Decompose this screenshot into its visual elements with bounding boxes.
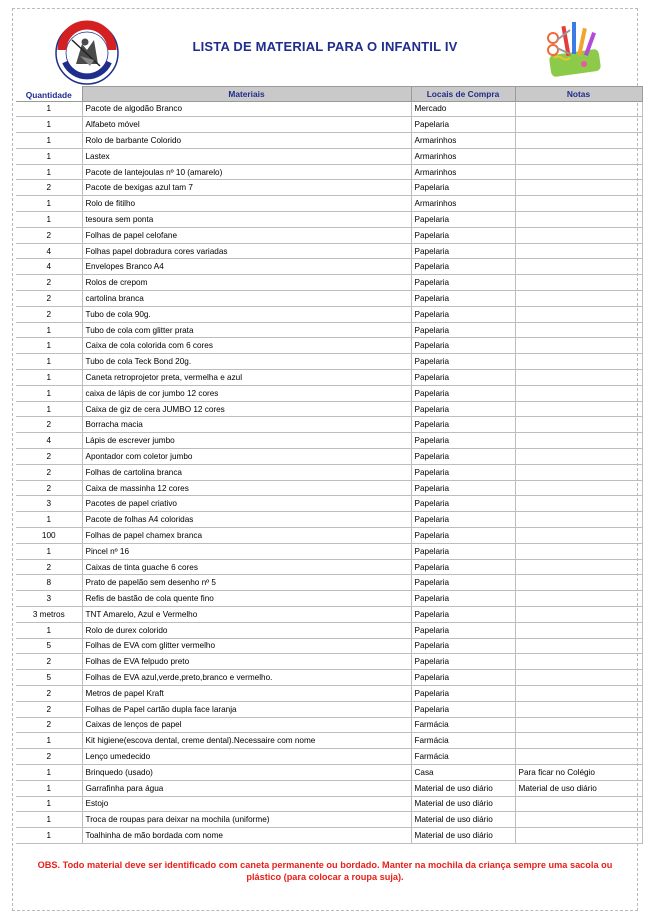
- notes-cell: [515, 449, 642, 465]
- quantity-cell: 5: [16, 670, 82, 686]
- quantity-cell: 1: [16, 512, 82, 528]
- quantity-cell: 3 metros: [16, 607, 82, 623]
- notes-cell: [515, 496, 642, 512]
- material-cell: Folhas de cartolina branca: [82, 464, 411, 480]
- quantity-cell: 2: [16, 417, 82, 433]
- table-row: [16, 322, 642, 338]
- quantity-cell: 1: [16, 338, 82, 354]
- material-cell: Folhas de papel celofane: [82, 227, 411, 243]
- table-row: [16, 354, 642, 370]
- quantity-cell: 2: [16, 685, 82, 701]
- notes-cell: [515, 417, 642, 433]
- purchase-place-cell: Papelaria: [411, 701, 515, 717]
- material-cell: Folhas de papel chamex branca: [82, 528, 411, 544]
- material-cell: Caneta retroprojetor preta, vermelha e azul: [82, 370, 411, 386]
- table-row: [16, 227, 642, 243]
- table-row: [16, 306, 642, 322]
- notes-cell: [515, 164, 642, 180]
- material-cell: Envelopes Branco A4: [82, 259, 411, 275]
- purchase-place-cell: Papelaria: [411, 575, 515, 591]
- purchase-place-cell: Papelaria: [411, 259, 515, 275]
- quantity-cell: 1: [16, 322, 82, 338]
- purchase-place-cell: Material de uso diário: [411, 812, 515, 828]
- quantity-cell: 1: [16, 828, 82, 844]
- notes-cell: [515, 638, 642, 654]
- quantity-cell: 1: [16, 401, 82, 417]
- quantity-cell: 4: [16, 433, 82, 449]
- purchase-place-cell: Papelaria: [411, 401, 515, 417]
- notes-cell: [515, 148, 642, 164]
- material-cell: Garrafinha para água: [82, 780, 411, 796]
- notes-cell: [515, 591, 642, 607]
- notes-cell: [515, 749, 642, 765]
- quantity-cell: 1: [16, 101, 82, 117]
- quantity-cell: 1: [16, 164, 82, 180]
- quantity-cell: 3: [16, 591, 82, 607]
- quantity-cell: 2: [16, 449, 82, 465]
- table-body: [16, 101, 642, 843]
- quantity-cell: 2: [16, 559, 82, 575]
- purchase-place-cell: Papelaria: [411, 338, 515, 354]
- purchase-place-cell: Papelaria: [411, 543, 515, 559]
- material-cell: Kit higiene(escova dental, creme dental).Necessaire com nome: [82, 733, 411, 749]
- material-cell: Pacote de lantejoulas nº 10 (amarelo): [82, 164, 411, 180]
- quantity-cell: 2: [16, 717, 82, 733]
- material-cell: Folhas de EVA azul,verde,preto,branco e vermelho.: [82, 670, 411, 686]
- quantity-cell: 1: [16, 117, 82, 133]
- notes-cell: [515, 196, 642, 212]
- purchase-place-cell: Papelaria: [411, 385, 515, 401]
- notes-cell: [515, 227, 642, 243]
- purchase-place-cell: Papelaria: [411, 496, 515, 512]
- table-row: [16, 575, 642, 591]
- notes-cell: [515, 512, 642, 528]
- table-row: [16, 117, 642, 133]
- table-row: [16, 212, 642, 228]
- notes-cell: [515, 622, 642, 638]
- notes-cell: [515, 338, 642, 354]
- table-row: [16, 812, 642, 828]
- material-cell: Tubo de cola Teck Bond 20g.: [82, 354, 411, 370]
- material-cell: Alfabeto móvel: [82, 117, 411, 133]
- table-row: [16, 101, 642, 117]
- purchase-place-cell: Farmácia: [411, 733, 515, 749]
- table-row: [16, 338, 642, 354]
- purchase-place-cell: Farmácia: [411, 717, 515, 733]
- column-header-locais: Locais de Compra: [411, 87, 515, 102]
- material-cell: Caixa de giz de cera JUMBO 12 cores: [82, 401, 411, 417]
- material-cell: Troca de roupas para deixar na mochila (uniforme): [82, 812, 411, 828]
- table-row: [16, 449, 642, 465]
- notes-cell: [515, 607, 642, 623]
- purchase-place-cell: Papelaria: [411, 654, 515, 670]
- quantity-cell: 2: [16, 654, 82, 670]
- material-cell: caixa de lápis de cor jumbo 12 cores: [82, 385, 411, 401]
- notes-cell: [515, 654, 642, 670]
- notes-cell: [515, 717, 642, 733]
- quantity-cell: 2: [16, 749, 82, 765]
- purchase-place-cell: Papelaria: [411, 417, 515, 433]
- table-row: [16, 685, 642, 701]
- notes-cell: [515, 385, 642, 401]
- quantity-cell: 1: [16, 385, 82, 401]
- material-cell: tesoura sem ponta: [82, 212, 411, 228]
- table-row: [16, 180, 642, 196]
- material-cell: Pacote de algodão Branco: [82, 101, 411, 117]
- table-row: [16, 133, 642, 149]
- notes-cell: [515, 306, 642, 322]
- quantity-cell: 2: [16, 306, 82, 322]
- purchase-place-cell: Papelaria: [411, 512, 515, 528]
- notes-cell: [515, 354, 642, 370]
- material-cell: Pacote de folhas A4 coloridas: [82, 512, 411, 528]
- material-cell: Lápis de escrever jumbo: [82, 433, 411, 449]
- table-row: [16, 638, 642, 654]
- purchase-place-cell: Papelaria: [411, 464, 515, 480]
- material-cell: Pacote de bexigas azul tam 7: [82, 180, 411, 196]
- material-cell: Caixas de tinta guache 6 cores: [82, 559, 411, 575]
- table-row: [16, 433, 642, 449]
- material-cell: Rolos de crepom: [82, 275, 411, 291]
- notes-cell: [515, 180, 642, 196]
- table-row: [16, 717, 642, 733]
- school-supplies-icon: [540, 18, 606, 78]
- notes-cell: [515, 701, 642, 717]
- table-row: [16, 148, 642, 164]
- notes-cell: [515, 828, 642, 844]
- quantity-cell: 8: [16, 575, 82, 591]
- material-cell: Caixa de cola colorida com 6 cores: [82, 338, 411, 354]
- notes-cell: [515, 812, 642, 828]
- purchase-place-cell: Papelaria: [411, 370, 515, 386]
- notes-cell: [515, 670, 642, 686]
- purchase-place-cell: Papelaria: [411, 559, 515, 575]
- table-row: [16, 480, 642, 496]
- purchase-place-cell: Papelaria: [411, 306, 515, 322]
- table-row: [16, 275, 642, 291]
- purchase-place-cell: Papelaria: [411, 275, 515, 291]
- table-row: [16, 764, 642, 780]
- purchase-place-cell: Material de uso diário: [411, 796, 515, 812]
- notes-cell: [515, 575, 642, 591]
- purchase-place-cell: Papelaria: [411, 243, 515, 259]
- purchase-place-cell: Papelaria: [411, 685, 515, 701]
- quantity-cell: 2: [16, 701, 82, 717]
- material-cell: Pincel nº 16: [82, 543, 411, 559]
- material-cell: Refis de bastão de cola quente fino: [82, 591, 411, 607]
- notes-cell: [515, 480, 642, 496]
- table-row: [16, 591, 642, 607]
- material-cell: Estojo: [82, 796, 411, 812]
- purchase-place-cell: Papelaria: [411, 528, 515, 544]
- table-row: [16, 259, 642, 275]
- purchase-place-cell: Papelaria: [411, 670, 515, 686]
- material-cell: Apontador com coletor jumbo: [82, 449, 411, 465]
- notes-cell: [515, 259, 642, 275]
- quantity-cell: 4: [16, 243, 82, 259]
- material-cell: Folhas de EVA com glitter vermelho: [82, 638, 411, 654]
- notes-cell: [515, 401, 642, 417]
- material-cell: Folhas papel dobradura cores variadas: [82, 243, 411, 259]
- quantity-cell: 1: [16, 370, 82, 386]
- column-header-notas: Notas: [515, 87, 642, 102]
- quantity-cell: 2: [16, 275, 82, 291]
- quantity-cell: 2: [16, 227, 82, 243]
- material-cell: Metros de papel Kraft: [82, 685, 411, 701]
- table-row: [16, 243, 642, 259]
- quantity-cell: 1: [16, 796, 82, 812]
- notes-cell: [515, 322, 642, 338]
- notes-cell: [515, 275, 642, 291]
- purchase-place-cell: Material de uso diário: [411, 780, 515, 796]
- table-row: [16, 164, 642, 180]
- purchase-place-cell: Armarinhos: [411, 148, 515, 164]
- quantity-cell: 100: [16, 528, 82, 544]
- material-cell: cartolina branca: [82, 291, 411, 307]
- purchase-place-cell: Casa: [411, 764, 515, 780]
- notes-cell: [515, 291, 642, 307]
- table-row: [16, 528, 642, 544]
- material-cell: Tubo de cola 90g.: [82, 306, 411, 322]
- quantity-cell: 1: [16, 133, 82, 149]
- table-row: [16, 543, 642, 559]
- quantity-cell: 1: [16, 622, 82, 638]
- material-cell: TNT Amarelo, Azul e Vermelho: [82, 607, 411, 623]
- table-row: [16, 401, 642, 417]
- notes-cell: [515, 101, 642, 117]
- table-row: [16, 654, 642, 670]
- table-row: [16, 464, 642, 480]
- purchase-place-cell: Farmácia: [411, 749, 515, 765]
- materials-table: [16, 86, 643, 844]
- notes-cell: [515, 543, 642, 559]
- material-cell: Lastex: [82, 148, 411, 164]
- purchase-place-cell: Material de uso diário: [411, 828, 515, 844]
- column-header-materiais: Materiais: [82, 87, 411, 102]
- material-cell: Caixas de lenços de papel: [82, 717, 411, 733]
- quantity-cell: 1: [16, 780, 82, 796]
- notes-cell: [515, 559, 642, 575]
- material-cell: Borracha macia: [82, 417, 411, 433]
- material-cell: Caixa de massinha 12 cores: [82, 480, 411, 496]
- purchase-place-cell: Papelaria: [411, 354, 515, 370]
- table-row: [16, 417, 642, 433]
- quantity-cell: 2: [16, 180, 82, 196]
- notes-cell: [515, 528, 642, 544]
- material-cell: Rolo de durex colorido: [82, 622, 411, 638]
- material-cell: Toalhinha de mão bordada com nome: [82, 828, 411, 844]
- material-cell: Prato de papelão sem desenho nº 5: [82, 575, 411, 591]
- purchase-place-cell: Papelaria: [411, 622, 515, 638]
- purchase-place-cell: Papelaria: [411, 433, 515, 449]
- table-row: [16, 701, 642, 717]
- purchase-place-cell: Papelaria: [411, 212, 515, 228]
- purchase-place-cell: Papelaria: [411, 180, 515, 196]
- table-row: [16, 622, 642, 638]
- quantity-cell: 5: [16, 638, 82, 654]
- material-cell: Folhas de Papel cartão dupla face laranja: [82, 701, 411, 717]
- school-logo: [54, 20, 120, 86]
- material-cell: Lenço umedecido: [82, 749, 411, 765]
- table-row: [16, 607, 642, 623]
- quantity-cell: 1: [16, 196, 82, 212]
- table-header-row: [16, 87, 642, 102]
- purchase-place-cell: Papelaria: [411, 591, 515, 607]
- quantity-cell: 1: [16, 543, 82, 559]
- table-row: [16, 370, 642, 386]
- notes-cell: [515, 133, 642, 149]
- table-row: [16, 749, 642, 765]
- notes-cell: [515, 733, 642, 749]
- notes-cell: [515, 685, 642, 701]
- quantity-cell: 1: [16, 764, 82, 780]
- quantity-cell: 2: [16, 464, 82, 480]
- table-row: [16, 385, 642, 401]
- quantity-cell: 1: [16, 148, 82, 164]
- notes-cell: [515, 117, 642, 133]
- quantity-cell: 3: [16, 496, 82, 512]
- quantity-cell: 1: [16, 212, 82, 228]
- notes-cell: [515, 433, 642, 449]
- table-row: [16, 828, 642, 844]
- observation-note: OBS. Todo material deve ser identificado com caneta permanente ou bordado. Manter na mochila da criança sempre uma sacola ou plástico (para colocar a roupa suja).: [37, 860, 613, 882]
- purchase-place-cell: Papelaria: [411, 117, 515, 133]
- material-cell: Brinquedo (usado): [82, 764, 411, 780]
- table-row: [16, 670, 642, 686]
- purchase-place-cell: Armarinhos: [411, 196, 515, 212]
- quantity-cell: 2: [16, 291, 82, 307]
- material-cell: Tubo de cola com glitter prata: [82, 322, 411, 338]
- table-row: [16, 733, 642, 749]
- notes-cell: Material de uso diário: [515, 780, 642, 796]
- notes-cell: [515, 796, 642, 812]
- notes-cell: [515, 370, 642, 386]
- purchase-place-cell: Papelaria: [411, 449, 515, 465]
- table-row: [16, 559, 642, 575]
- purchase-place-cell: Papelaria: [411, 638, 515, 654]
- table-row: [16, 780, 642, 796]
- material-cell: Rolo de fitilho: [82, 196, 411, 212]
- notes-cell: [515, 464, 642, 480]
- purchase-place-cell: Papelaria: [411, 322, 515, 338]
- notes-cell: [515, 212, 642, 228]
- quantity-cell: 1: [16, 354, 82, 370]
- purchase-place-cell: Armarinhos: [411, 164, 515, 180]
- purchase-place-cell: Papelaria: [411, 227, 515, 243]
- page-title: LISTA DE MATERIAL PARA O INFANTIL IV: [192, 39, 458, 54]
- quantity-cell: 1: [16, 812, 82, 828]
- quantity-cell: 4: [16, 259, 82, 275]
- purchase-place-cell: Papelaria: [411, 291, 515, 307]
- purchase-place-cell: Armarinhos: [411, 133, 515, 149]
- table-row: [16, 512, 642, 528]
- document-header: [0, 0, 650, 86]
- purchase-place-cell: Mercado: [411, 101, 515, 117]
- notes-cell: [515, 243, 642, 259]
- material-cell: Pacotes de papel criativo: [82, 496, 411, 512]
- purchase-place-cell: Papelaria: [411, 607, 515, 623]
- table-row: [16, 291, 642, 307]
- table-row: [16, 196, 642, 212]
- column-header-quantidade: Quantidade: [16, 87, 82, 102]
- quantity-cell: 2: [16, 480, 82, 496]
- notes-cell: Para ficar no Colégio: [515, 764, 642, 780]
- quantity-cell: 1: [16, 733, 82, 749]
- material-cell: Folhas de EVA felpudo preto: [82, 654, 411, 670]
- material-cell: Rolo de barbante Colorido: [82, 133, 411, 149]
- table-row: [16, 496, 642, 512]
- purchase-place-cell: Papelaria: [411, 480, 515, 496]
- table-row: [16, 796, 642, 812]
